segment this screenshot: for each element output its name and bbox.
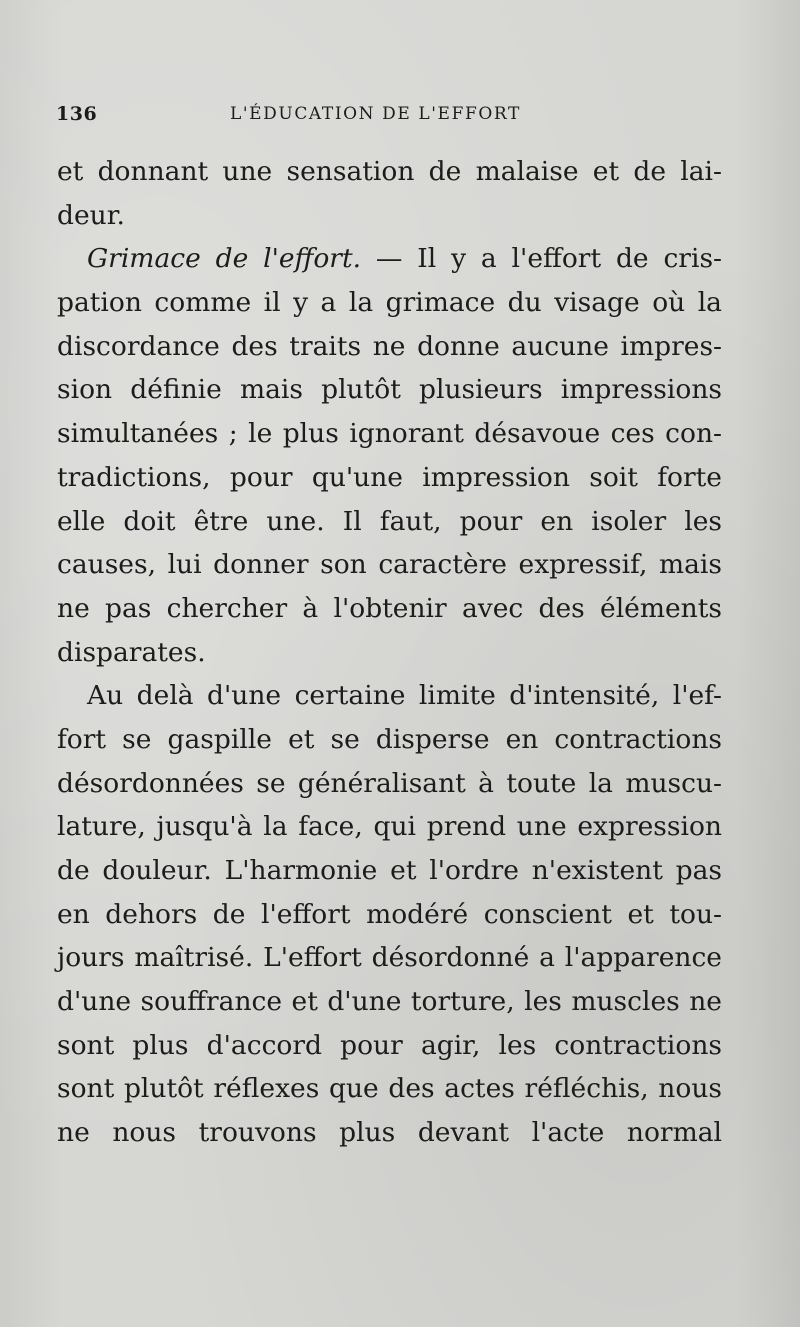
text-line: de douleur. L'harmonie et l'ordre n'existent pas: [57, 855, 722, 886]
text-line: pation comme il y a la grimace du visage où la: [57, 287, 722, 319]
text-line: et donnant une sensation de malaise et de lai-: [57, 156, 722, 187]
text-line: disparates.: [57, 636, 206, 668]
running-title: L'ÉDUCATION DE L'EFFORT: [230, 104, 521, 124]
page-number: 136: [56, 103, 98, 125]
text-line: sont plutôt réflexes que des actes réfléchis, nous: [57, 1073, 722, 1105]
text-line: ne pas chercher à l'obtenir avec des éléments: [57, 592, 722, 624]
text-line: d'une souffrance et d'une torture, les muscles ne: [57, 986, 722, 1018]
text-line: sont plus d'accord pour agir, les contractions: [57, 1029, 722, 1061]
text-line: sion définie mais plutôt plusieurs impressions: [57, 374, 722, 406]
text-line: Au delà d'une certaine limite d'intensité, l'ef-: [87, 680, 722, 712]
text-line: discordance des traits ne donne aucune impres-: [57, 330, 722, 362]
text-line: elle doit être une. Il faut, pour en isoler les: [57, 505, 722, 537]
text-line: causes, lui donner son caractère expressif, mais: [57, 549, 722, 581]
text-line: jours maîtrisé. L'effort désordonné a l'apparence: [57, 942, 722, 974]
text-line: [57, 237, 722, 281]
body-text: [57, 150, 722, 1155]
section-heading: Grimace de l'effort.: [87, 243, 362, 275]
text-line: fort se gaspille et se disperse en contractions: [57, 723, 722, 755]
text-line: en dehors de l'effort modéré conscient et tou-: [57, 898, 722, 930]
running-head: [56, 103, 740, 133]
text-line-rest: — Il y a l'effort de cris-: [361, 243, 723, 275]
text-line: lature, jusqu'à la face, qui prend une expression: [57, 811, 722, 843]
text-line: deur.: [57, 199, 125, 231]
text-line: tradictions, pour qu'une impression soit forte: [57, 461, 722, 493]
text-line: simultanées ; le plus ignorant désavoue ces con-: [57, 418, 722, 450]
text-line: ne nous trouvons plus devant l'acte normal: [57, 1117, 722, 1149]
text-line: désordonnées se généralisant à toute la muscu-: [57, 767, 722, 799]
